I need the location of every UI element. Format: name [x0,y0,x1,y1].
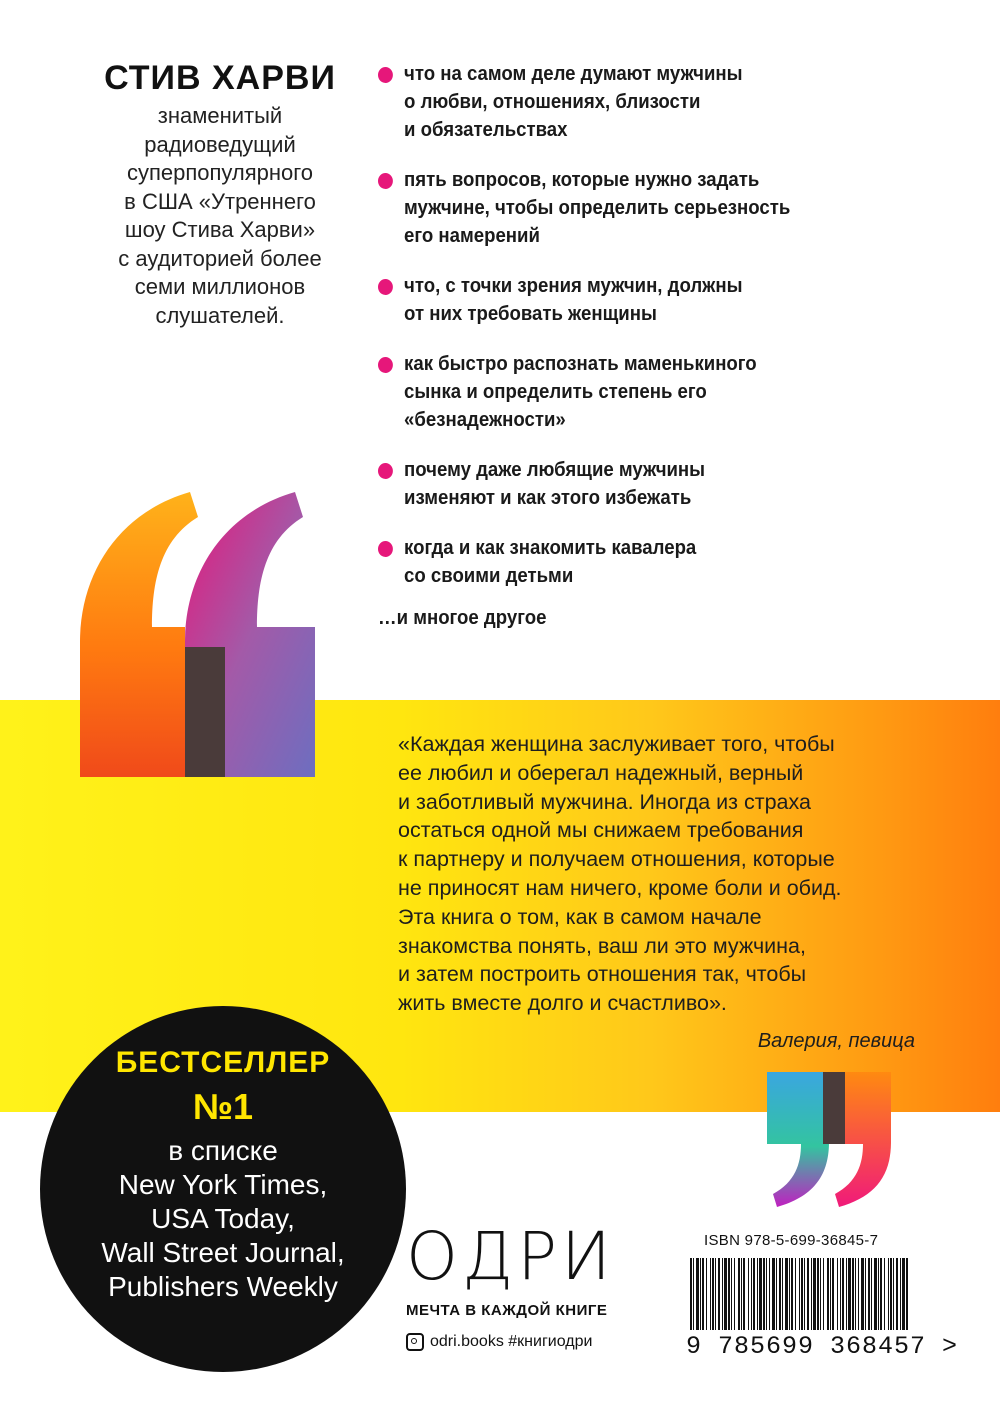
bullet-dot-icon [378,173,393,189]
author-bio-line: семи миллионов [134,274,306,299]
barcode-bar [852,1258,854,1330]
barcode-bar [789,1258,790,1330]
author-bio [70,102,370,330]
barcode-bar [811,1258,812,1330]
barcode-bar [813,1258,816,1330]
barcode-bar [842,1258,844,1330]
barcode-bar [865,1258,866,1330]
barcode-bar [748,1258,749,1330]
badge-line: Wall Street Journal, [101,1237,345,1268]
feature-item [378,350,999,434]
barcode-bar [712,1258,714,1330]
quote-line: и заботливый мужчина. Иногда из страха [398,789,811,814]
barcode-bar [693,1258,694,1330]
barcode-bar [868,1258,870,1330]
barcode-bar [878,1258,879,1330]
barcode-bar [757,1258,758,1330]
feature-line: «безнадежности» [404,409,566,431]
barcode-bar [890,1258,892,1330]
barcode-bar [776,1258,777,1330]
barcode-bar [722,1258,723,1330]
author-bio-line: суперпопулярного [126,160,314,185]
feature-item [378,166,999,250]
barcode-bar [700,1258,701,1330]
barcode-bar [785,1258,788,1330]
barcode-bar [880,1258,882,1330]
barcode-bar [820,1258,821,1330]
publisher-logo: ОДРИ [406,1218,615,1295]
feature-item [378,456,999,512]
barcode-bar [710,1258,711,1330]
barcode-bar [906,1258,908,1330]
barcode-bar [900,1258,901,1330]
quote-line: жить вместе долго и счастливо». [398,991,727,1016]
quote-author: Валерия, певица [757,1030,915,1052]
close-quote-icon [767,1072,902,1207]
open-quote-icon [80,492,315,777]
quote-line: «Каждая женщина заслуживает того, чтобы [398,732,835,756]
quote-line: остаться одной мы снижаем требования [398,818,804,843]
barcode-bar [724,1258,727,1330]
barcode-bar [801,1258,803,1330]
author-bio-line: шоу Стива Харви» [124,217,316,242]
barcode-bar [823,1258,824,1330]
quote-line: ее любил и оберегал надежный, верный [398,760,804,785]
feature-line: что на самом деле думают мужчины [404,63,743,85]
barcode-bar [888,1258,889,1330]
barcode-bar [807,1258,809,1330]
feature-line: как быстро распознать маменькиного [404,353,757,375]
bullet-dot-icon [378,357,393,373]
feature-line: его намерений [404,225,540,247]
feature-line: когда и как знакомить кавалера [404,537,697,559]
bullet-dot-icon [378,463,393,479]
publisher-tagline: МЕЧТА В КАЖДОЙ КНИГЕ [406,1302,608,1319]
quote-line: не приносят нам ничего, кроме боли и обид. [398,875,842,900]
feature-list [378,60,978,612]
barcode-bar [779,1258,781,1330]
author-bio-line: знаменитый [157,103,283,128]
barcode-bar [855,1258,856,1330]
barcode-bar [702,1258,704,1330]
barcode-bar [715,1258,716,1330]
barcode-bar [830,1258,831,1330]
and-more-text: …и многое другое [378,607,547,629]
publisher-social-text: odri.books #книгиодри [430,1333,593,1350]
feature-item [378,60,999,144]
publisher-social [406,1333,671,1351]
barcode-digits: 9 785699 368457 > [686,1332,959,1361]
author-bio-line: с аудиторией более [118,245,322,271]
badge-title: БЕСТСЕЛЛЕР [115,1046,331,1079]
barcode-bar [763,1258,765,1330]
barcode-bar [791,1258,793,1330]
feature-line: со своими детьми [404,565,574,587]
barcode-bar [817,1258,819,1330]
bullet-dot-icon [378,541,393,557]
barcode-bar [848,1258,851,1330]
barcode-bar [884,1258,885,1330]
isbn-text: ISBN 978-5-699-36845-7 [704,1232,879,1249]
quote-line: и затем построить отношения так, чтобы [398,962,807,987]
barcode-bar [731,1258,732,1330]
badge-line: Publishers Weekly [108,1271,338,1302]
badge-line: New York Times, [118,1169,328,1200]
barcode-bar [728,1258,730,1330]
barcode-bar [696,1258,699,1330]
barcode-bar [804,1258,805,1330]
barcode-bar [795,1258,796,1330]
barcode-bar [734,1258,735,1330]
bestseller-badge [40,1006,406,1372]
barcode-bar [840,1258,841,1330]
quote-text [398,730,918,1018]
barcode-bar [861,1258,864,1330]
feature-line: и обязательствах [404,119,568,141]
barcode-bar [753,1258,755,1330]
feature-line: что, с точки зрения мужчин, должны [404,275,743,297]
barcode-bar [706,1258,707,1330]
barcode-bar [858,1258,859,1330]
barcode-bar [893,1258,894,1330]
instagram-icon [406,1333,424,1351]
barcode-bar [718,1258,720,1330]
barcode-bar [738,1258,740,1330]
barcode-bar [874,1258,877,1330]
barcode-bar [846,1258,847,1330]
feature-item [378,272,999,328]
badge-line: в списке [168,1135,278,1166]
feature-item [378,534,999,590]
barcode-bar [782,1258,783,1330]
barcode-bar [759,1258,762,1330]
barcode [690,1258,910,1330]
feature-line: от них требовать женщины [404,303,657,325]
barcode-bar [827,1258,829,1330]
feature-line: о любви, отношениях, близости [404,91,701,113]
bullet-dot-icon [378,279,393,295]
barcode-bar [871,1258,872,1330]
barcode-bar [896,1258,898,1330]
barcode-bar [837,1258,838,1330]
feature-line: пять вопросов, которые нужно задать [404,169,760,191]
barcode-bar [751,1258,752,1330]
bullet-dot-icon [378,67,393,83]
barcode-bar [772,1258,775,1330]
quote-line: к партнеру и получаем отношения, которые [398,847,835,872]
author-bio-line: в США «Утреннего [124,188,316,214]
quote-line: знакомства понять, ваш ли это мужчина, [398,933,806,958]
badge-lists [40,1134,406,1304]
barcode-bar [832,1258,834,1330]
quote-line: Эта книга о том, как в самом начале [398,904,762,929]
feature-line: изменяют и как этого избежать [404,487,692,509]
barcode-bar [769,1258,770,1330]
feature-line: мужчине, чтобы определить серьезность [404,197,791,219]
badge-line: USA Today, [151,1203,295,1234]
barcode-bar [799,1258,800,1330]
feature-line: сынка и определить степень его [404,381,707,403]
barcode-bar [902,1258,905,1330]
author-block [70,58,370,330]
badge-number: №1 [192,1086,254,1127]
author-bio-line: радиоведущий [144,131,296,157]
barcode-bar [690,1258,692,1330]
publisher-block [406,1218,671,1351]
barcode-bar [743,1258,745,1330]
barcode-bar [741,1258,742,1330]
author-name: СТИВ ХАРВИ [104,59,336,97]
barcode-bar [766,1258,767,1330]
feature-line: почему даже любящие мужчины [404,459,706,481]
author-bio-line: слушателей. [155,302,285,328]
